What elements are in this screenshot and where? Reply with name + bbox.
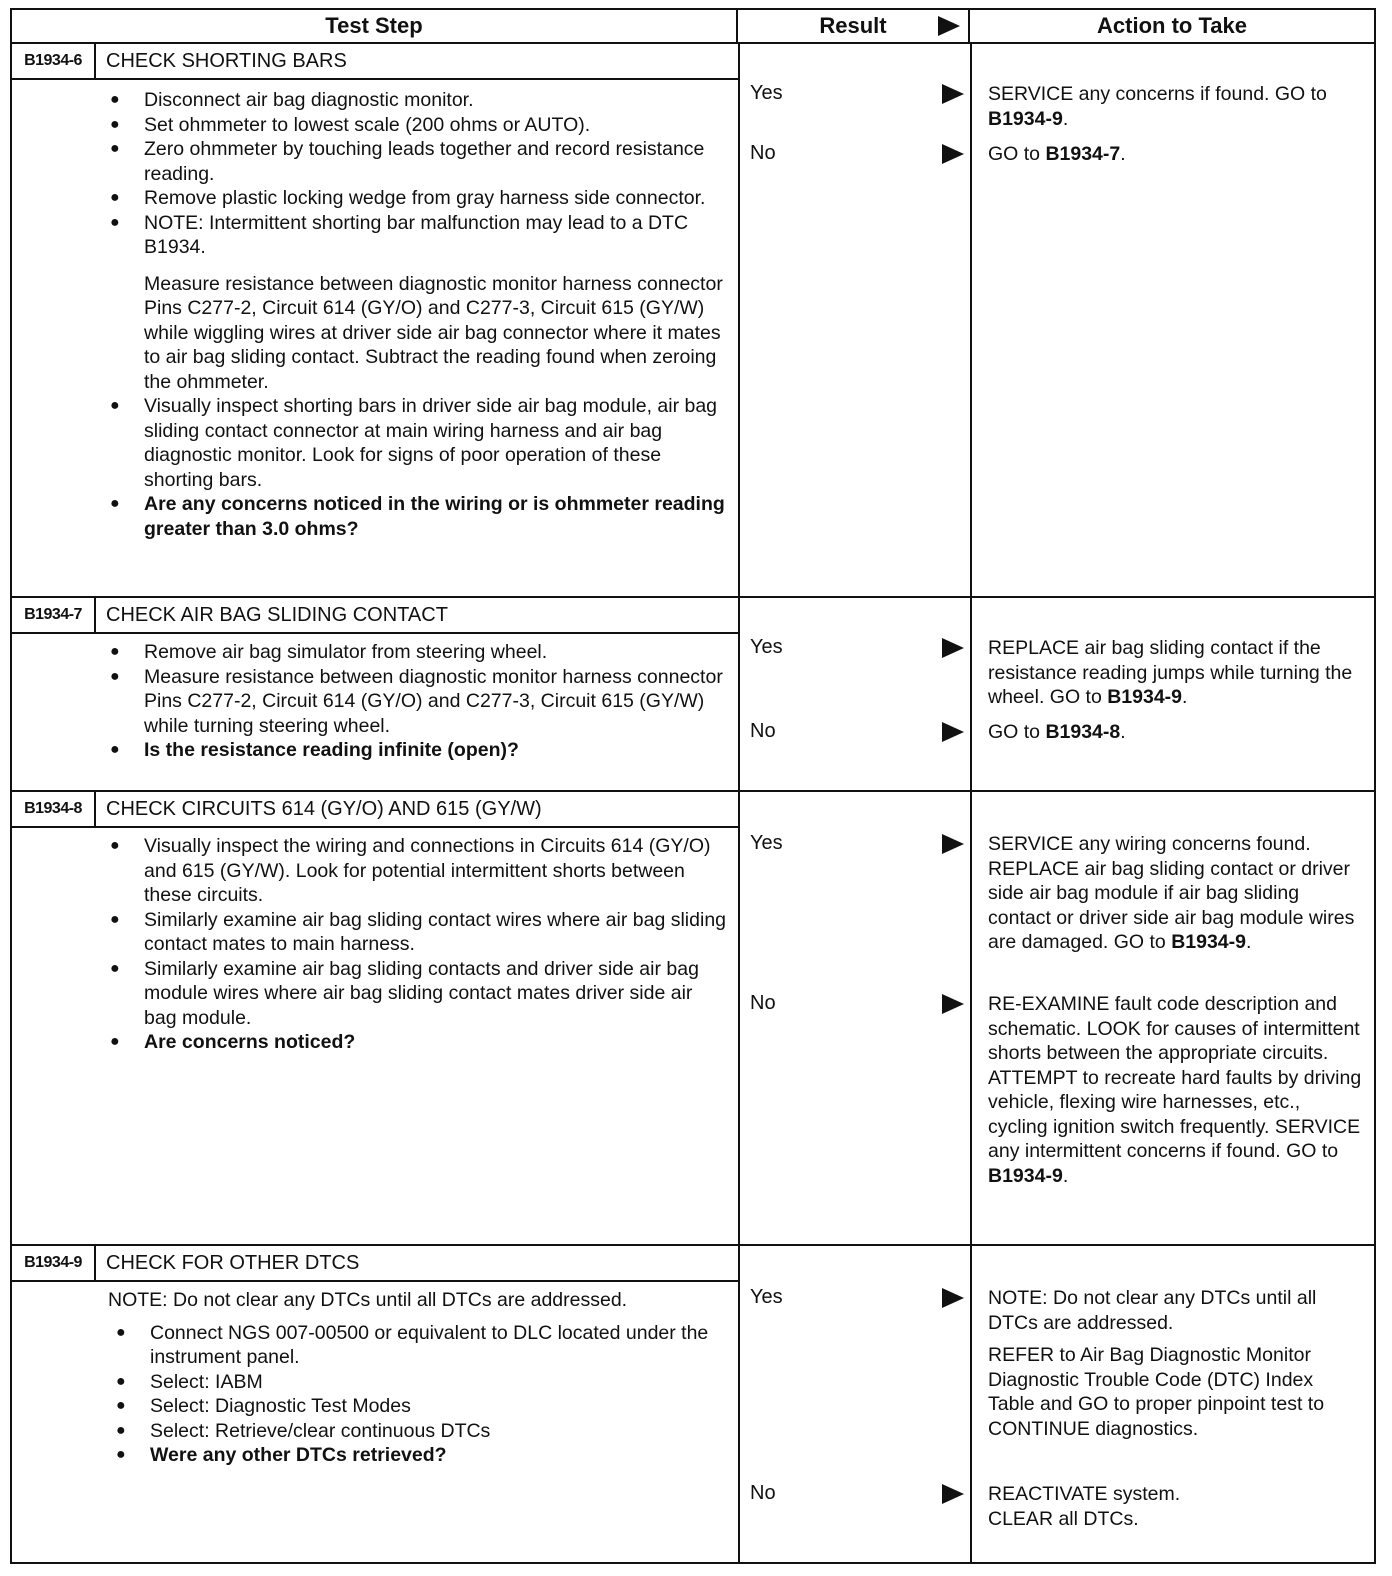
header-test-step bbox=[10, 8, 738, 44]
result-no-label: No bbox=[750, 1482, 776, 1504]
action-yes-text: REPLACE air bag sliding contact if the resistance reading jumps while turning the wheel. GO to bbox=[988, 637, 1353, 708]
action-yes: SERVICE any wiring concerns found. REPLACE air bag sliding contact or driver side air bag module if air bag sliding contact or driver side air bag module wires are damaged. GO to B1934-9. bbox=[988, 833, 1355, 953]
result-no bbox=[750, 720, 964, 746]
action-no: GO to B1934-8. bbox=[988, 721, 1126, 743]
step-instructions bbox=[102, 834, 726, 1055]
instruction-item: ● Select: Diagnostic Test Modes bbox=[108, 1394, 726, 1419]
step-id: B1934-8 bbox=[12, 792, 96, 826]
action-no-line: CLEAR all DTCs. bbox=[988, 1507, 1139, 1530]
step-reference-link[interactable]: B1934-9 bbox=[1107, 686, 1183, 708]
result-yes bbox=[750, 636, 964, 662]
arrow-right-icon bbox=[942, 84, 964, 104]
result-cell bbox=[738, 792, 972, 1244]
result-cell bbox=[738, 598, 972, 790]
step-header bbox=[12, 44, 738, 80]
step-reference-link[interactable]: B1934-8 bbox=[1045, 721, 1121, 743]
step-title: CHECK FOR OTHER DTCS bbox=[106, 1251, 360, 1274]
instruction-item: ● NOTE: Intermittent shorting bar malfunction may lead to a DTC B1934. bbox=[102, 211, 726, 260]
action-no-text: GO to bbox=[988, 143, 1046, 165]
action-no: RE-EXAMINE fault code description and schematic. LOOK for causes of intermittent shorts between the appropriate circuits. ATTEMPT to recreate hard faults by driving vehicle, flexing wire harnesses, etc., cycling ignition switch frequently. SERVICE any intermittent concerns if found. GO to B1934-9. bbox=[988, 993, 1362, 1187]
action-yes-note: NOTE: Do not clear any DTCs until all DTCs are addressed. bbox=[988, 1287, 1317, 1334]
test-step-cell bbox=[12, 792, 738, 1244]
action-cell bbox=[970, 44, 1374, 596]
action-cell bbox=[970, 598, 1374, 790]
result-yes bbox=[750, 82, 964, 108]
step-row-b1934-8 bbox=[10, 792, 1376, 1246]
result-yes bbox=[750, 832, 964, 858]
result-no bbox=[750, 142, 964, 168]
step-title: CHECK AIR BAG SLIDING CONTACT bbox=[106, 603, 448, 626]
header-result bbox=[736, 8, 970, 44]
instruction-item: ● Visually inspect shorting bars in driver side air bag module, air bag sliding contact connector at main wiring harness and air bag diagnostic monitor. Look for signs of poor operation of these shorting bars. bbox=[102, 394, 726, 492]
instruction-item: ● Select: Retrieve/clear continuous DTCs bbox=[108, 1419, 726, 1444]
test-step-cell bbox=[12, 1246, 738, 1562]
instruction-item: ● Set ohmmeter to lowest scale (200 ohms or AUTO). bbox=[102, 113, 726, 138]
action-yes bbox=[988, 1286, 1364, 1449]
arrow-right-icon bbox=[942, 638, 964, 658]
step-question: ● Are any concerns noticed in the wiring or is ohmmeter reading greater than 3.0 ohms? bbox=[102, 492, 726, 541]
instruction-item: ● Visually inspect the wiring and connections in Circuits 614 (GY/O) and 615 (GY/W). Look for potential intermittent shorts between these circuits. bbox=[102, 834, 726, 908]
action-cell bbox=[970, 1246, 1374, 1562]
instruction-item: ● Disconnect air bag diagnostic monitor. bbox=[102, 88, 726, 113]
step-reference-link[interactable]: B1934-7 bbox=[1045, 143, 1121, 165]
action-yes: SERVICE any concerns if found. GO to B1934-9. bbox=[988, 83, 1327, 130]
step-title: CHECK SHORTING BARS bbox=[106, 49, 347, 72]
result-no-label: No bbox=[750, 142, 776, 164]
result-no bbox=[750, 992, 964, 1018]
header-test-step-label: Test Step bbox=[325, 13, 423, 38]
instruction-item: ● Similarly examine air bag sliding contacts and driver side air bag module wires where air bag sliding contact mates driver side air bag module. bbox=[102, 957, 726, 1031]
test-step-cell bbox=[12, 598, 738, 790]
result-yes-label: Yes bbox=[750, 832, 783, 854]
result-yes-label: Yes bbox=[750, 1286, 783, 1308]
action-no-line: REACTIVATE system. bbox=[988, 1483, 1181, 1505]
action-yes: REPLACE air bag sliding contact if the resistance reading jumps while turning the wheel. GO to B1934-9. bbox=[988, 637, 1353, 708]
step-question: ● Is the resistance reading infinite (open)? bbox=[102, 738, 726, 763]
action-cell bbox=[970, 792, 1374, 1244]
arrow-right-icon bbox=[942, 834, 964, 854]
instruction-item: ● Measure resistance between diagnostic monitor harness connector Pins C277-2, Circuit 614 (GY/O) and C277-3, Circuit 615 (GY/W) while turning steering wheel. bbox=[102, 665, 726, 739]
result-no bbox=[750, 1482, 964, 1508]
arrow-right-icon bbox=[942, 144, 964, 164]
step-header bbox=[12, 1246, 738, 1282]
instruction-item: ● Remove air bag simulator from steering wheel. bbox=[102, 640, 726, 665]
instruction-item: ● Zero ohmmeter by touching leads together and record resistance reading. bbox=[102, 137, 726, 186]
step-reference-link[interactable]: B1934-9 bbox=[988, 107, 1063, 130]
instruction-item: ● Connect NGS 007-00500 or equivalent to DLC located under the instrument panel. bbox=[108, 1321, 726, 1370]
action-no-text: RE-EXAMINE fault code description and schematic. LOOK for causes of intermittent shorts between the appropriate circuits. ATTEMPT to recreate hard faults by driving vehicle, flexing wire harnesses, etc., cycling ignition switch frequently. SERVICE any intermittent concerns if found. GO to bbox=[988, 993, 1362, 1162]
step-instructions bbox=[102, 640, 726, 763]
step-note: NOTE: Do not clear any DTCs until all DTCs are addressed. bbox=[108, 1289, 628, 1311]
step-id: B1934-6 bbox=[12, 44, 96, 78]
action-no-text: GO to bbox=[988, 721, 1046, 743]
arrow-right-icon bbox=[942, 1484, 964, 1504]
step-header bbox=[12, 598, 738, 634]
step-instructions bbox=[102, 88, 726, 541]
result-yes-label: Yes bbox=[750, 636, 783, 658]
step-id: B1934-9 bbox=[12, 1246, 96, 1280]
instruction-item: ● Similarly examine air bag sliding contact wires where air bag sliding contact mates to main harness. bbox=[102, 908, 726, 957]
step-question: ● Are concerns noticed? bbox=[102, 1030, 726, 1055]
instruction-item: ● Select: IABM bbox=[108, 1370, 726, 1395]
arrow-right-icon bbox=[942, 1288, 964, 1308]
step-row-b1934-9 bbox=[10, 1246, 1376, 1564]
header-result-label: Result bbox=[819, 13, 887, 38]
arrow-right-icon bbox=[942, 722, 964, 742]
header-action bbox=[968, 8, 1376, 44]
action-no bbox=[988, 1482, 1364, 1531]
test-step-cell bbox=[12, 44, 738, 596]
step-instructions bbox=[108, 1288, 726, 1468]
result-no-label: No bbox=[750, 720, 776, 742]
step-question: ● Were any other DTCs retrieved? bbox=[108, 1443, 726, 1468]
action-yes-text: REFER to Air Bag Diagnostic Monitor Diagnostic Trouble Code (DTC) Index Table and GO to proper pinpoint test to CONTINUE diagnostics. bbox=[988, 1344, 1325, 1440]
result-no-label: No bbox=[750, 992, 776, 1014]
action-yes-text: SERVICE any wiring concerns found. REPLACE air bag sliding contact or driver side air bag module if air bag sliding contact or driver side air bag module wires are damaged. GO to bbox=[988, 833, 1355, 953]
step-title: CHECK CIRCUITS 614 (GY/O) AND 615 (GY/W) bbox=[106, 797, 542, 820]
step-row-b1934-7 bbox=[10, 598, 1376, 792]
step-reference-link[interactable]: B1934-9 bbox=[988, 1164, 1063, 1187]
step-reference-link[interactable]: B1934-9 bbox=[1171, 931, 1246, 953]
step-row-b1934-6 bbox=[10, 44, 1376, 598]
diagnostic-table bbox=[10, 8, 1376, 1564]
result-cell bbox=[738, 1246, 972, 1562]
step-id: B1934-7 bbox=[12, 598, 96, 632]
result-cell bbox=[738, 44, 972, 596]
action-yes-text: SERVICE any concerns if found. GO to bbox=[988, 83, 1327, 105]
header-arrow-icon bbox=[938, 16, 960, 36]
header-action-label: Action to Take bbox=[1097, 13, 1247, 38]
result-yes-label: Yes bbox=[750, 82, 783, 104]
instruction-item: ● Remove plastic locking wedge from gray harness side connector. bbox=[102, 186, 726, 211]
action-no: GO to B1934-7. bbox=[988, 143, 1126, 165]
step-header bbox=[12, 792, 738, 828]
instruction-paragraph: Measure resistance between diagnostic monitor harness connector Pins C277-2, Circuit 614 (GY/O) and C277-3, Circuit 615 (GY/W) while wiggling wires at driver side air bag connector where it mates to air bag sliding contact. Subtract the reading found when zeroing the ohmmeter. bbox=[144, 272, 723, 393]
result-yes bbox=[750, 1286, 964, 1312]
arrow-right-icon bbox=[942, 994, 964, 1014]
